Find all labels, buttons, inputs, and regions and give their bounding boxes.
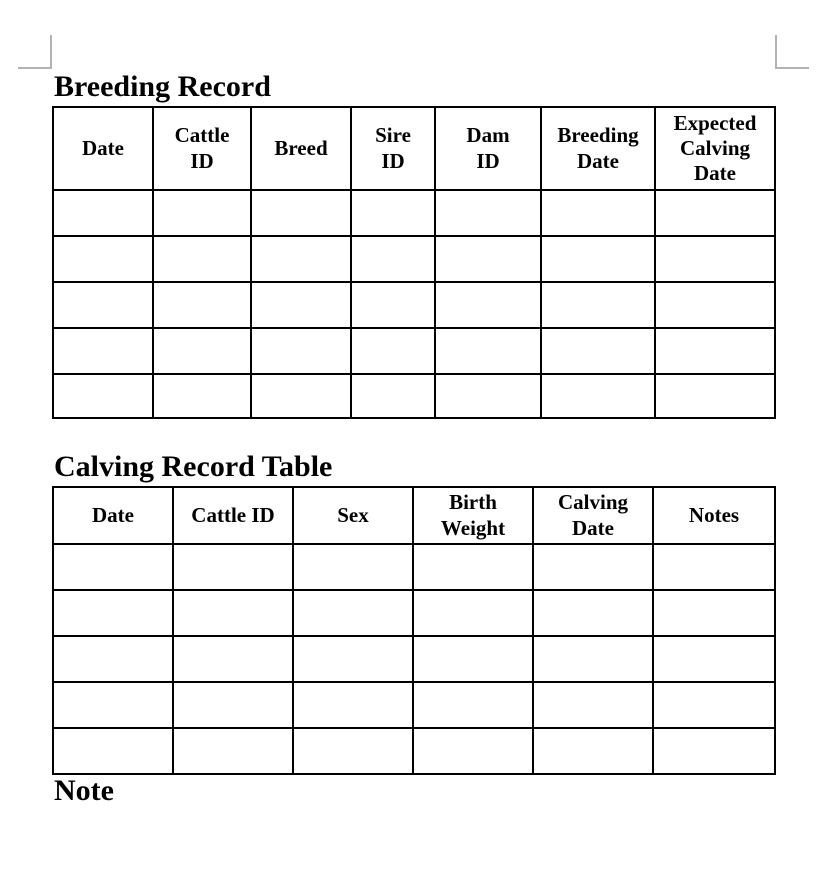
calving-header-row (53, 487, 775, 544)
breeding-empty-cell (655, 236, 775, 282)
calving-empty-cell (413, 728, 533, 774)
breeding-empty-cell (53, 236, 153, 282)
calving-empty-cell (413, 544, 533, 590)
breeding-empty-cell (655, 282, 775, 328)
calving-empty-cell (653, 682, 775, 728)
calving-empty-cell (173, 728, 293, 774)
breeding-empty-cell (153, 236, 251, 282)
calving-empty-cell (53, 544, 173, 590)
calving-header-label: Notes (688, 502, 740, 527)
calving-empty-cell (653, 544, 775, 590)
breeding-header-label: ID (476, 148, 500, 173)
calving-empty-cell (413, 636, 533, 682)
calving-row (53, 544, 775, 590)
breeding-row (53, 328, 775, 374)
breeding-empty-cell (655, 374, 775, 418)
breeding-empty-cell (351, 236, 435, 282)
calving-header-cell (533, 487, 653, 544)
breeding-empty-cell (351, 282, 435, 328)
breeding-header-label: Sire (375, 123, 411, 148)
calving-empty-cell (53, 728, 173, 774)
calving-header-cell (173, 487, 293, 544)
breeding-header-cell (251, 107, 351, 190)
breeding-empty-cell (251, 374, 351, 418)
breeding-empty-cell (435, 190, 541, 236)
breeding-empty-cell (655, 190, 775, 236)
breeding-header-label: ID (381, 148, 405, 173)
calving-record-table (52, 486, 776, 775)
calving-header-label: Birth (449, 490, 497, 515)
breeding-empty-cell (153, 374, 251, 418)
breeding-record-title: Breeding Record (54, 70, 271, 103)
breeding-empty-cell (53, 282, 153, 328)
breeding-header-label: Dam (466, 123, 510, 148)
calving-empty-cell (293, 590, 413, 636)
breeding-header-label: ID (190, 148, 214, 173)
breeding-header-label: Date (82, 135, 124, 160)
note-title: Note (54, 774, 114, 807)
breeding-empty-cell (351, 190, 435, 236)
calving-empty-cell (293, 682, 413, 728)
breeding-empty-cell (435, 282, 541, 328)
calving-row (53, 728, 775, 774)
breeding-header-label: Breeding (557, 123, 639, 148)
calving-empty-cell (173, 544, 293, 590)
breeding-empty-cell (655, 328, 775, 374)
breeding-empty-cell (541, 282, 655, 328)
breeding-empty-cell (153, 282, 251, 328)
breeding-empty-cell (53, 190, 153, 236)
calving-header-label: Cattle ID (191, 502, 275, 527)
breeding-row (53, 236, 775, 282)
calving-empty-cell (533, 590, 653, 636)
breeding-header-label: Breed (274, 135, 328, 160)
calving-empty-cell (533, 636, 653, 682)
breeding-empty-cell (53, 374, 153, 418)
breeding-empty-cell (153, 328, 251, 374)
calving-empty-cell (653, 590, 775, 636)
breeding-header-cell (153, 107, 251, 190)
breeding-empty-cell (541, 190, 655, 236)
breeding-header-cell (53, 107, 153, 190)
breeding-empty-cell (541, 374, 655, 418)
margin-crop-mark-right (775, 35, 809, 69)
calving-empty-cell (173, 590, 293, 636)
breeding-empty-cell (251, 282, 351, 328)
breeding-empty-cell (251, 190, 351, 236)
calving-body (53, 544, 775, 774)
breeding-empty-cell (541, 236, 655, 282)
breeding-empty-cell (53, 328, 153, 374)
calving-empty-cell (173, 636, 293, 682)
calving-header-cell (53, 487, 173, 544)
breeding-empty-cell (251, 236, 351, 282)
calving-empty-cell (293, 636, 413, 682)
breeding-empty-cell (435, 328, 541, 374)
calving-header-cell (653, 487, 775, 544)
breeding-header-cell (435, 107, 541, 190)
calving-empty-cell (53, 636, 173, 682)
breeding-empty-cell (541, 328, 655, 374)
breeding-header-cell (541, 107, 655, 190)
breeding-empty-cell (351, 328, 435, 374)
calving-header-label: Calving (557, 490, 628, 515)
margin-crop-mark-left (18, 35, 52, 69)
calving-empty-cell (653, 728, 775, 774)
calving-header-label: Date (92, 502, 134, 527)
calving-empty-cell (293, 728, 413, 774)
breeding-record-table (52, 106, 776, 419)
breeding-empty-cell (251, 328, 351, 374)
calving-empty-cell (653, 636, 775, 682)
breeding-header-label: Cattle (174, 123, 230, 148)
breeding-header-label: Calving (679, 135, 750, 160)
calving-header-label: Weight (440, 515, 506, 540)
calving-header-cell (413, 487, 533, 544)
breeding-body (53, 190, 775, 418)
breeding-header-label: Date (694, 161, 736, 186)
calving-empty-cell (293, 544, 413, 590)
calving-empty-cell (413, 590, 533, 636)
breeding-row (53, 282, 775, 328)
calving-empty-cell (53, 590, 173, 636)
calving-row (53, 636, 775, 682)
calving-empty-cell (53, 682, 173, 728)
breeding-header-cell (351, 107, 435, 190)
calving-header-label: Sex (337, 502, 369, 527)
breeding-row (53, 374, 775, 418)
calving-empty-cell (533, 728, 653, 774)
breeding-empty-cell (153, 190, 251, 236)
breeding-empty-cell (435, 374, 541, 418)
breeding-header-label: Expected (673, 110, 757, 135)
breeding-row (53, 190, 775, 236)
breeding-header-row (53, 107, 775, 190)
calving-empty-cell (533, 682, 653, 728)
breeding-header-cell (655, 107, 775, 190)
calving-row (53, 590, 775, 636)
calving-record-title: Calving Record Table (54, 450, 333, 483)
calving-header-cell (293, 487, 413, 544)
calving-empty-cell (533, 544, 653, 590)
calving-empty-cell (173, 682, 293, 728)
breeding-empty-cell (435, 236, 541, 282)
breeding-empty-cell (351, 374, 435, 418)
calving-row (53, 682, 775, 728)
breeding-header-label: Date (577, 148, 619, 173)
calving-header-label: Date (572, 515, 614, 540)
calving-empty-cell (413, 682, 533, 728)
